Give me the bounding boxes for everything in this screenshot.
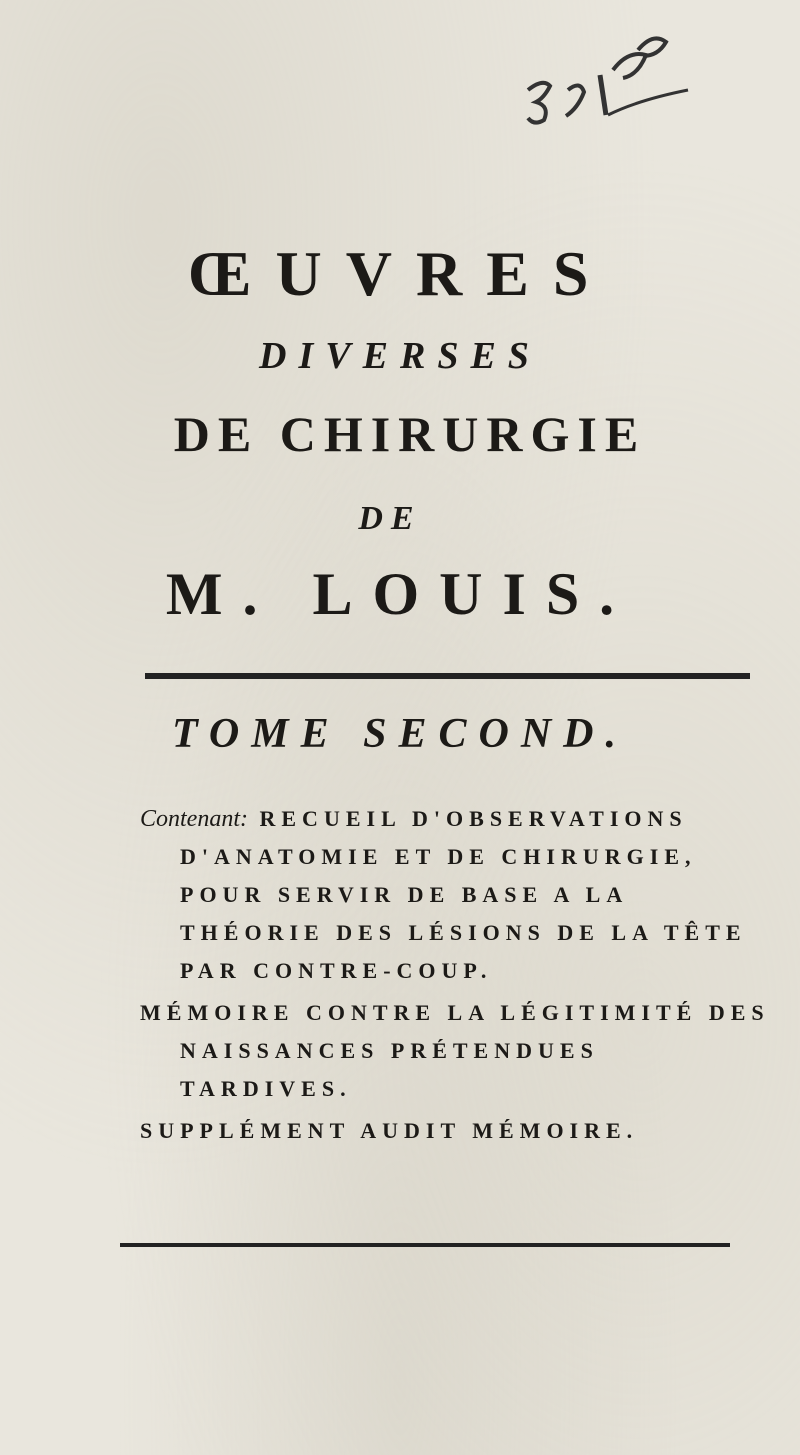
- handwritten-annotation: [488, 20, 698, 130]
- title-de: DE: [358, 500, 422, 537]
- title-author: M. LOUIS.: [165, 561, 635, 627]
- contents-list: [140, 800, 780, 1150]
- contents-item-text: MÉMOIRE CONTRE LA LÉGITIMITÉ DES NAISSANCES PRÉTENDUES TARDIVES.: [140, 1000, 770, 1101]
- contents-item: [140, 1112, 780, 1150]
- title-de-chirurgie: DE CHIRURGIE: [173, 406, 647, 462]
- title-diverses: DIVERSES: [259, 335, 541, 377]
- contents-item-text: SUPPLÉMENT AUDIT MÉMOIRE.: [140, 1118, 639, 1143]
- bottom-rule: [120, 1243, 730, 1247]
- title-oeuvres: ŒUVRES: [187, 238, 613, 309]
- contents-item-text: RECUEIL D'OBSERVATIONS D'ANATOMIE ET DE CHIRURGIE, POUR SERVIR DE BASE A LA THÉORIE DES LÉSIONS DE LA TÊTE PAR CONTRE-COUP.: [180, 806, 747, 983]
- contents-item: [140, 800, 780, 990]
- volume-title: TOME SECOND.: [172, 711, 628, 757]
- contents-item: [140, 994, 780, 1108]
- contents-label: Contenant:: [140, 806, 248, 832]
- top-rule: [145, 673, 750, 679]
